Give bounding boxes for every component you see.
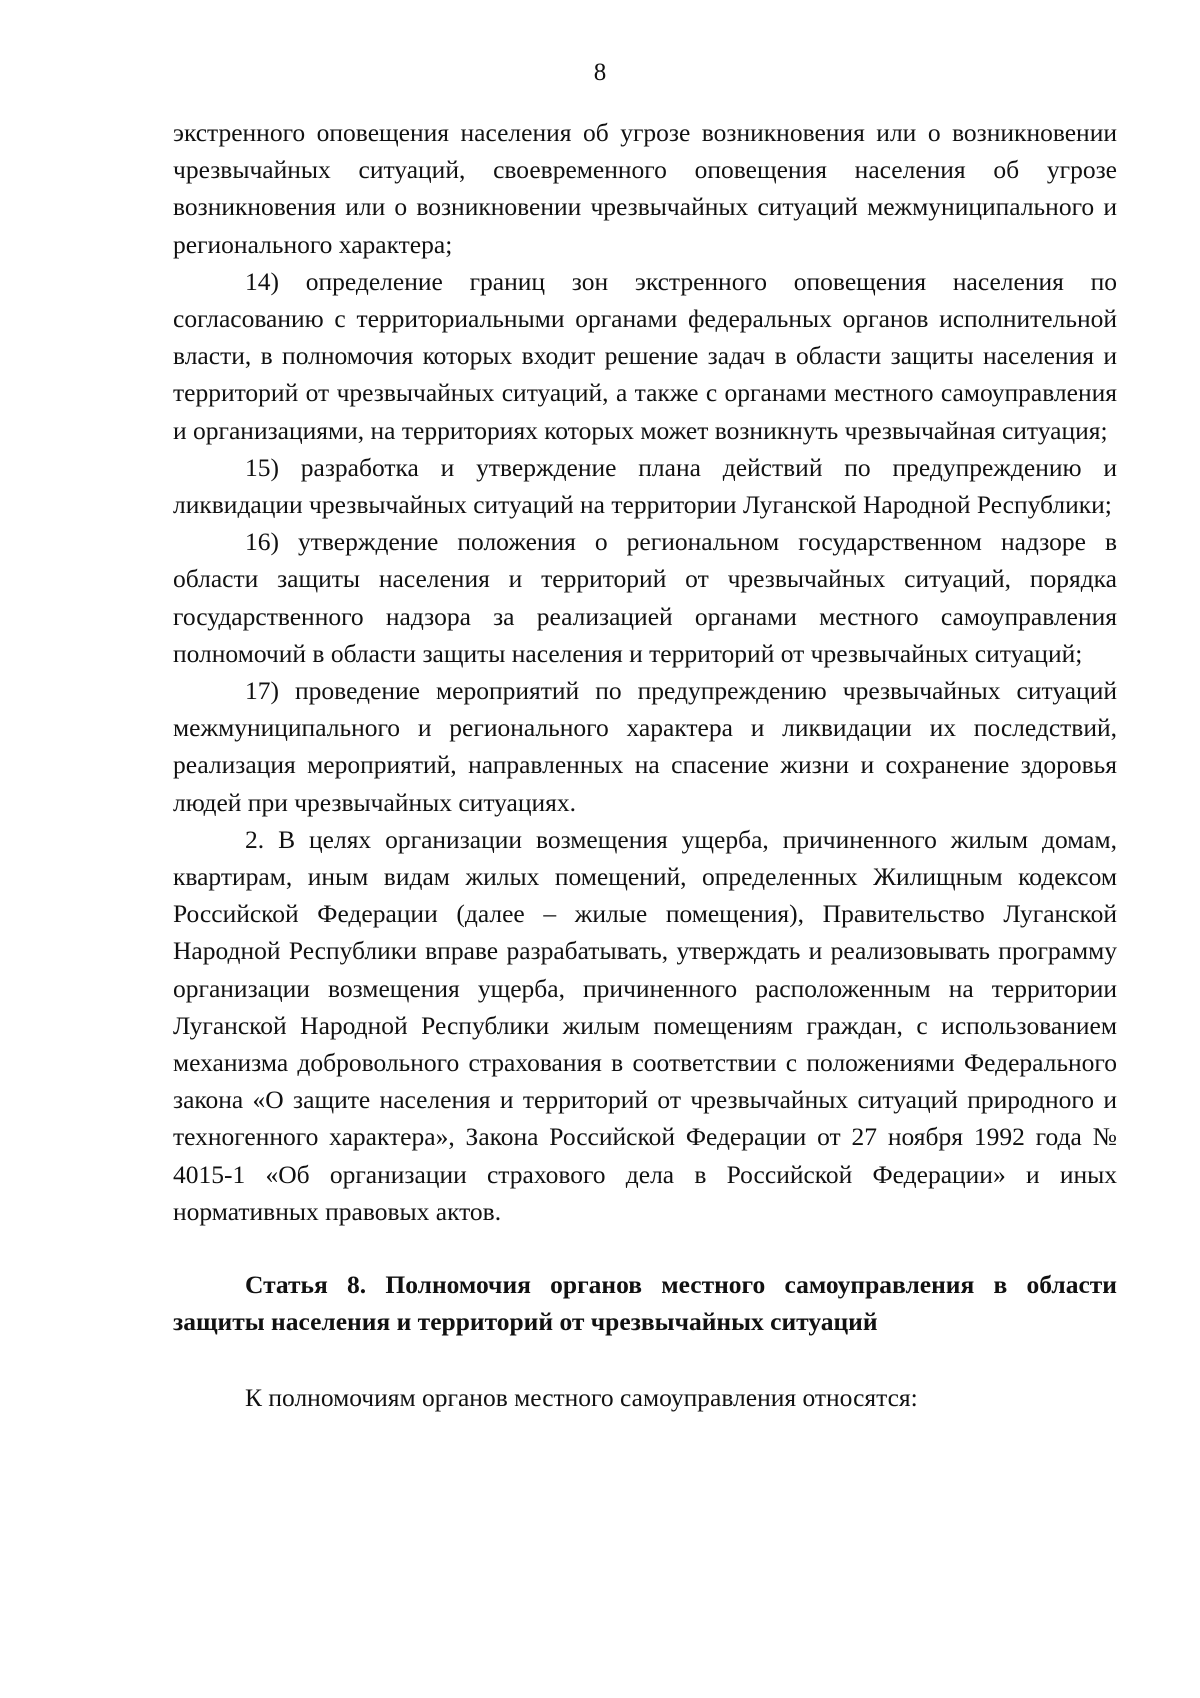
paragraph-item-17: 17) проведение мероприятий по предупреждению чрезвычайных ситуаций межмуниципального и регионального характера и ликвидации их последствий, реализация мероприятий, направленных на спасение жизни и сохранение здоровья людей при чрезвычайных ситуациях.	[173, 676, 1117, 817]
closing-paragraph: К полномочиям органов местного самоуправления относятся:	[245, 1382, 918, 1412]
page-number: 8	[593, 59, 607, 86]
paragraph-item-14: 14) определение границ зон экстренного оповещения населения по согласованию с территориальными органами федеральных органов исполнительной власти, в полномочия которых входит решение задач в области защиты населения и территорий от чрезвычайных ситуаций, а также с органами местного самоуправления и организациями, на территориях которых может возникнуть чрезвычайная ситуация;	[173, 266, 1117, 445]
article-heading: Статья 8. Полномочия органов местного самоуправления в области защиты населения и территорий от чрезвычайных ситуаций	[173, 1270, 1117, 1337]
paragraph-item-15: 15) разработка и утверждение плана действий по предупреждению и ликвидации чрезвычайных ситуаций на территории Луганской Народной Республики;	[173, 452, 1117, 520]
paragraph-item-16: 16) утверждение положения о региональном государственном надзоре в области защиты населения и территорий от чрезвычайных ситуаций, порядка государственного надзора за реализацией органами местного самоуправления полномочий в области защиты населения и территорий от чрезвычайных ситуаций;	[173, 527, 1117, 668]
paragraph-part-2: 2. В целях организации возмещения ущерба, причиненного жилым домам, квартирам, иным видам жилых помещений, определенных Жилищным кодексом Российской Федерации (далее – жилые помещения), Правительство Луганской Народной Республики вправе разрабатывать, утверждать и реализовывать программу организации возмещения ущерба, причиненного расположенным на территории Луганской Народной Республики жилым помещениям граждан, с использованием механизма добровольного страхования в соответствии с положениями Федерального закона «О защите населения и территорий от чрезвычайных ситуаций природного и техногенного характера», Закона Российской Федерации от 27 ноября 1992 года № 4015-1 «Об организации страхового дела в Российской Федерации» и иных нормативных правовых актов.	[173, 824, 1117, 1226]
paragraph-continuation: экстренного оповещения населения об угрозе возникновения или о возникновении чрезвычайных ситуаций, своевременного оповещения населения об угрозе возникновения или о возникновении чрезвычайных ситуаций межмуниципального и регионального характера;	[173, 118, 1117, 259]
document-body	[173, 114, 1117, 1416]
